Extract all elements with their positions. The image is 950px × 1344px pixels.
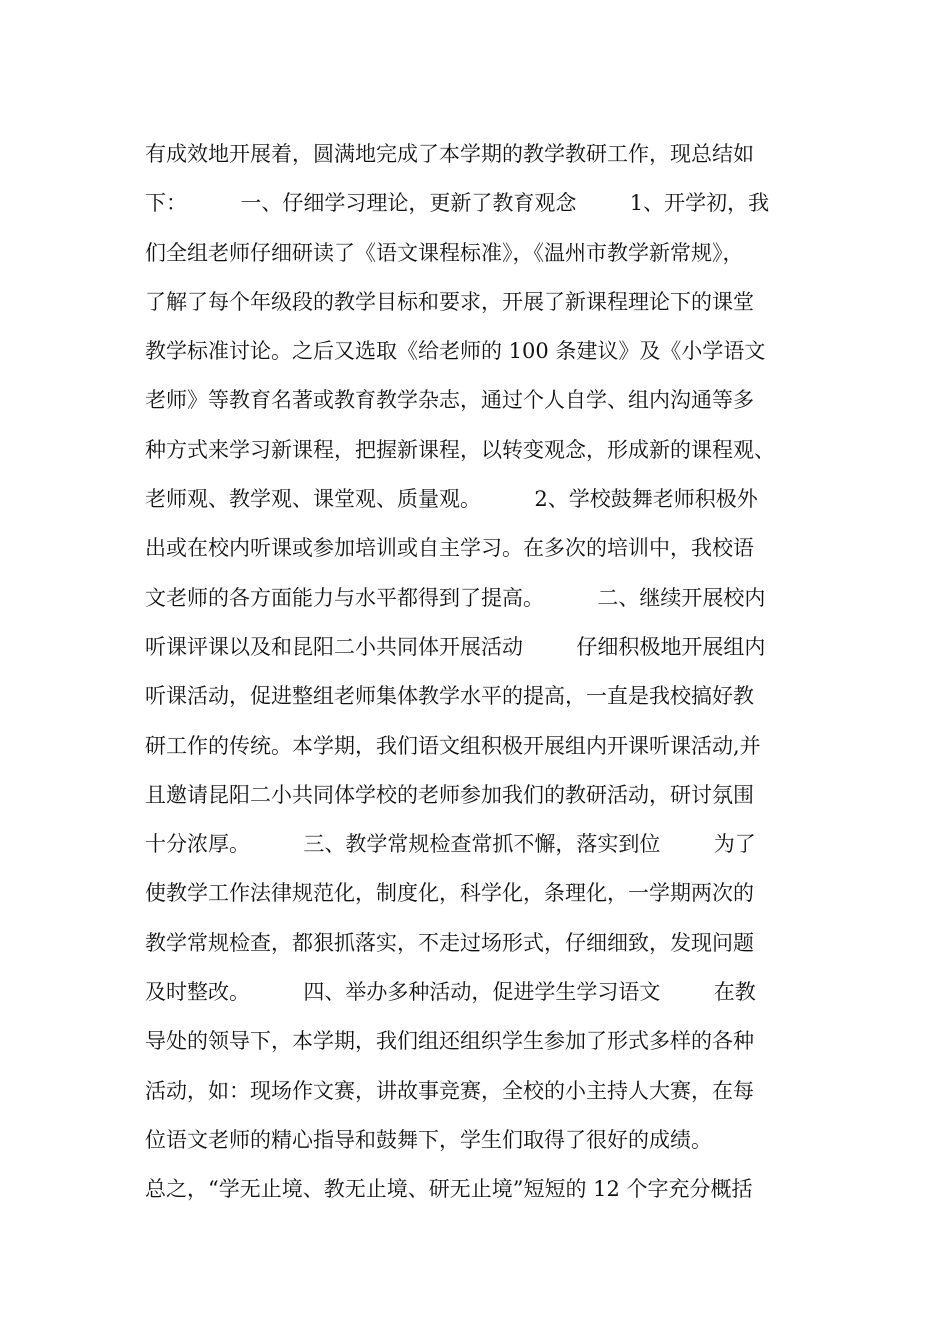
text-line: 导处的领导下，本学期，我们组还组织学生参加了形式多样的各种 [145,1029,754,1054]
text-line: 种方式来学习新课程，把握新课程，以转变观念，形成新的课程观、 [145,437,775,462]
text-line: 听课评课以及和昆阳二小共同体开展活动 仔细积极地开展组内 [145,634,766,659]
text-line: 位语文老师的精心指导和鼓舞下，学生们取得了很好的成绩。 [145,1127,712,1152]
text-line: 且邀请昆阳二小共同体学校的老师参加我们的教研活动，研讨氛围 [145,782,754,807]
text-line: 们全组老师仔细研读了《语文课程标准》，《温州市教学新常规》， [145,240,744,265]
text-line: 了解了每个年级段的教学目标和要求，开展了新课程理论下的课堂 [145,289,754,314]
text-line: 听课活动，促进整组老师集体教学水平的提高，一直是我校搞好教 [145,684,754,709]
text-line: 研工作的传统。本学期，我们语文组积极开展组内开课听课活动,并 [145,733,761,758]
text-line: 教学标准讨论。之后又选取《给老师的 100 条建议》及《小学语文 [145,339,766,364]
body-text [145,130,835,1215]
text-line: 老师》等教育名著或教育教学杂志，通过个人自学、组内沟通等多 [145,388,754,413]
text-line: 总之，“学无止境、教无止境、研无止境”短短的 12 个字充分概括 [145,1177,753,1202]
text-line: 活动，如：现场作文赛，讲故事竞赛，全校的小主持人大赛，在每 [145,1078,754,1103]
text-line: 十分浓厚。 三、教学常规检查常抓不懈，落实到位 为了 [145,832,756,857]
text-line: 下： 一、仔细学习理论，更新了教育观念 1、开学初，我 [145,191,770,216]
text-line: 教学常规检查，都狠抓落实，不走过场形式，仔细细致，发现问题 [145,930,754,955]
text-line: 及时整改。 四、举办多种活动，促进学生学习语文 在教 [145,980,756,1005]
text-line: 有成效地开展着，圆满地完成了本学期的教学教研工作，现总结如 [145,142,754,166]
text-line: 文老师的各方面能力与水平都得到了提高。 二、继续开展校内 [145,585,766,610]
text-line: 老师观、教学观、课堂观、质量观。 2、学校鼓舞老师积极外 [145,487,758,512]
text-line: 出或在校内听课或参加培训或自主学习。在多次的培训中，我校语 [145,536,754,561]
text-line: 使教学工作法律规范化，制度化，科学化，条理化，一学期两次的 [145,881,754,906]
